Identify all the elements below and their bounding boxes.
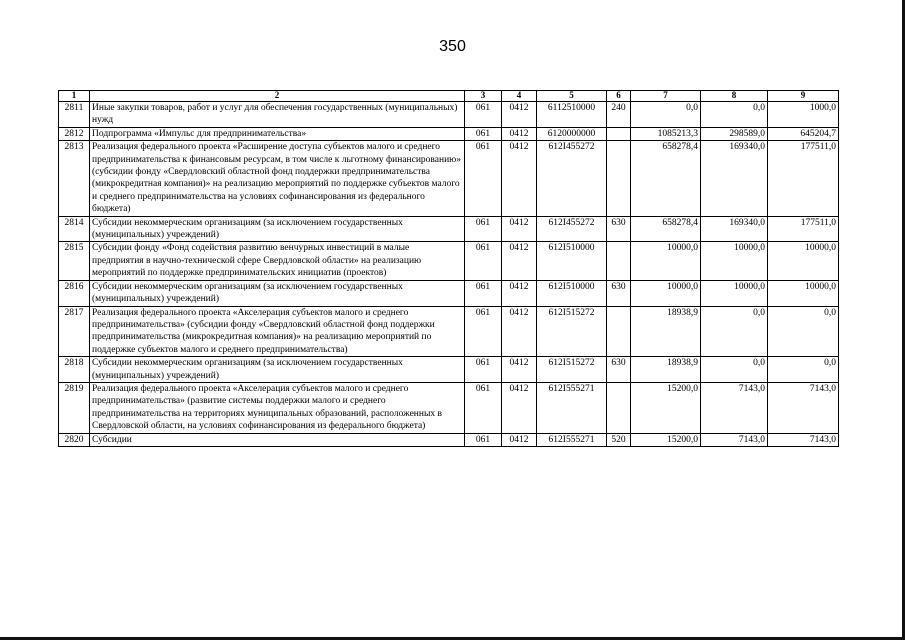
amount-col-9: 0,0 bbox=[768, 306, 839, 357]
target-code: 612I510000 bbox=[537, 242, 607, 280]
table-row bbox=[59, 357, 839, 383]
row-name: Подпрограмма «Импульс для предпринимательства» bbox=[90, 127, 465, 140]
expense-type-code: 520 bbox=[607, 433, 631, 446]
row-name: Реализация федерального проекта «Акселерация субъектов малого и среднего предпринимательства» (субсидии фонду «Свердловский областной фонд поддержки предпринимательства (микрокредитная компания)» на реализацию мероприятий по поддержке субъектов малого и среднего предпринимательства) bbox=[90, 306, 465, 357]
row-number: 2817 bbox=[59, 306, 90, 357]
amount-col-8: 7143,0 bbox=[701, 433, 768, 446]
row-number: 2816 bbox=[59, 280, 90, 306]
target-code: 612I510000 bbox=[537, 280, 607, 306]
amount-col-7: 10000,0 bbox=[631, 280, 701, 306]
section-code: 0412 bbox=[502, 242, 537, 280]
amount-col-9: 177511,0 bbox=[768, 141, 839, 216]
column-header: 6 bbox=[607, 91, 631, 102]
row-name: Субсидии некоммерческим организациям (за исключением государственных (муниципальных) учреждений) bbox=[90, 357, 465, 383]
column-header: 7 bbox=[631, 91, 701, 102]
table-row bbox=[59, 433, 839, 446]
ministry-code: 061 bbox=[465, 280, 502, 306]
row-number: 2812 bbox=[59, 127, 90, 140]
expense-type-code bbox=[607, 127, 631, 140]
target-code: 6120000000 bbox=[537, 127, 607, 140]
table-row bbox=[59, 242, 839, 280]
amount-col-8: 0,0 bbox=[701, 357, 768, 383]
row-name: Субсидии некоммерческим организациям (за исключением государственных (муниципальных) учреждений) bbox=[90, 280, 465, 306]
section-code: 0412 bbox=[502, 127, 537, 140]
amount-col-7: 1085213,3 bbox=[631, 127, 701, 140]
column-header: 2 bbox=[90, 91, 465, 102]
expense-type-code: 630 bbox=[607, 357, 631, 383]
expense-type-code: 240 bbox=[607, 102, 631, 128]
amount-col-9: 645204,7 bbox=[768, 127, 839, 140]
table-header-row bbox=[59, 91, 839, 102]
amount-col-8: 169340,0 bbox=[701, 141, 768, 216]
section-code: 0412 bbox=[502, 141, 537, 216]
section-code: 0412 bbox=[502, 357, 537, 383]
amount-col-9: 177511,0 bbox=[768, 216, 839, 242]
expense-type-code bbox=[607, 382, 631, 433]
budget-table bbox=[58, 90, 839, 447]
target-code: 612I555271 bbox=[537, 382, 607, 433]
ministry-code: 061 bbox=[465, 127, 502, 140]
ministry-code: 061 bbox=[465, 306, 502, 357]
section-code: 0412 bbox=[502, 216, 537, 242]
amount-col-9: 1000,0 bbox=[768, 102, 839, 128]
target-code: 612I455272 bbox=[537, 216, 607, 242]
row-name: Иные закупки товаров, работ и услуг для обеспечения государственных (муниципальных) нужд bbox=[90, 102, 465, 128]
expense-type-code: 630 bbox=[607, 216, 631, 242]
row-number: 2814 bbox=[59, 216, 90, 242]
amount-col-8: 10000,0 bbox=[701, 242, 768, 280]
row-name: Реализация федерального проекта «Акселерация субъектов малого и среднего предпринимательства» (развитие системы поддержки малого и среднего предпринимательства на территориях муниципальных образований, расположенных в Свердловской области, на условиях софинансирования из федерального бюджета) bbox=[90, 382, 465, 433]
amount-col-8: 0,0 bbox=[701, 306, 768, 357]
row-name: Субсидии bbox=[90, 433, 465, 446]
amount-col-9: 0,0 bbox=[768, 357, 839, 383]
page-number: 350 bbox=[439, 38, 466, 55]
column-header: 3 bbox=[465, 91, 502, 102]
row-name: Субсидии фонду «Фонд содействия развитию венчурных инвестиций в малые предприятия в научно-технической сфере Свердловской области» на реализацию мероприятий по поддержке предпринимательских инициатив (проектов) bbox=[90, 242, 465, 280]
amount-col-7: 18938,9 bbox=[631, 357, 701, 383]
amount-col-7: 658278,4 bbox=[631, 141, 701, 216]
expense-type-code bbox=[607, 141, 631, 216]
row-number: 2811 bbox=[59, 102, 90, 128]
table-row bbox=[59, 102, 839, 128]
amount-col-8: 298589,0 bbox=[701, 127, 768, 140]
target-code: 612I455272 bbox=[537, 141, 607, 216]
target-code: 612I515272 bbox=[537, 357, 607, 383]
table-row bbox=[59, 141, 839, 216]
amount-col-7: 658278,4 bbox=[631, 216, 701, 242]
column-header: 8 bbox=[701, 91, 768, 102]
table-row bbox=[59, 127, 839, 140]
column-header: 9 bbox=[768, 91, 839, 102]
row-number: 2815 bbox=[59, 242, 90, 280]
expense-type-code bbox=[607, 242, 631, 280]
target-code: 6112510000 bbox=[537, 102, 607, 128]
table-row bbox=[59, 216, 839, 242]
section-code: 0412 bbox=[502, 280, 537, 306]
amount-col-7: 15200,0 bbox=[631, 433, 701, 446]
amount-col-9: 10000,0 bbox=[768, 242, 839, 280]
ministry-code: 061 bbox=[465, 357, 502, 383]
ministry-code: 061 bbox=[465, 382, 502, 433]
ministry-code: 061 bbox=[465, 141, 502, 216]
expense-type-code bbox=[607, 306, 631, 357]
column-header: 4 bbox=[502, 91, 537, 102]
amount-col-7: 0,0 bbox=[631, 102, 701, 128]
amount-col-8: 0,0 bbox=[701, 102, 768, 128]
row-number: 2820 bbox=[59, 433, 90, 446]
ministry-code: 061 bbox=[465, 242, 502, 280]
amount-col-7: 18938,9 bbox=[631, 306, 701, 357]
ministry-code: 061 bbox=[465, 102, 502, 128]
amount-col-8: 169340,0 bbox=[701, 216, 768, 242]
amount-col-9: 7143,0 bbox=[768, 382, 839, 433]
target-code: 612I515272 bbox=[537, 306, 607, 357]
amount-col-9: 7143,0 bbox=[768, 433, 839, 446]
table-row bbox=[59, 280, 839, 306]
section-code: 0412 bbox=[502, 102, 537, 128]
row-number: 2813 bbox=[59, 141, 90, 216]
amount-col-7: 10000,0 bbox=[631, 242, 701, 280]
table-row bbox=[59, 306, 839, 357]
ministry-code: 061 bbox=[465, 216, 502, 242]
section-code: 0412 bbox=[502, 433, 537, 446]
amount-col-8: 7143,0 bbox=[701, 382, 768, 433]
column-header: 5 bbox=[537, 91, 607, 102]
column-header: 1 bbox=[59, 91, 90, 102]
ministry-code: 061 bbox=[465, 433, 502, 446]
amount-col-8: 10000,0 bbox=[701, 280, 768, 306]
target-code: 612I555271 bbox=[537, 433, 607, 446]
row-number: 2818 bbox=[59, 357, 90, 383]
table-row bbox=[59, 382, 839, 433]
amount-col-7: 15200,0 bbox=[631, 382, 701, 433]
row-name: Реализация федерального проекта «Расширение доступа субъектов малого и среднего предпринимательства к финансовым ресурсам, в том числе к льготному финансированию» (субсидии фонду «Свердловский областной фонд поддержки предпринимательства (микрокредитная компания)» на реализацию мероприятий по поддержке субъектов малого и среднего предпринимательства на условиях софинансирования из федерального бюджета) bbox=[90, 141, 465, 216]
amount-col-9: 10000,0 bbox=[768, 280, 839, 306]
section-code: 0412 bbox=[502, 382, 537, 433]
row-number: 2819 bbox=[59, 382, 90, 433]
row-name: Субсидии некоммерческим организациям (за исключением государственных (муниципальных) учреждений) bbox=[90, 216, 465, 242]
expense-type-code: 630 bbox=[607, 280, 631, 306]
section-code: 0412 bbox=[502, 306, 537, 357]
